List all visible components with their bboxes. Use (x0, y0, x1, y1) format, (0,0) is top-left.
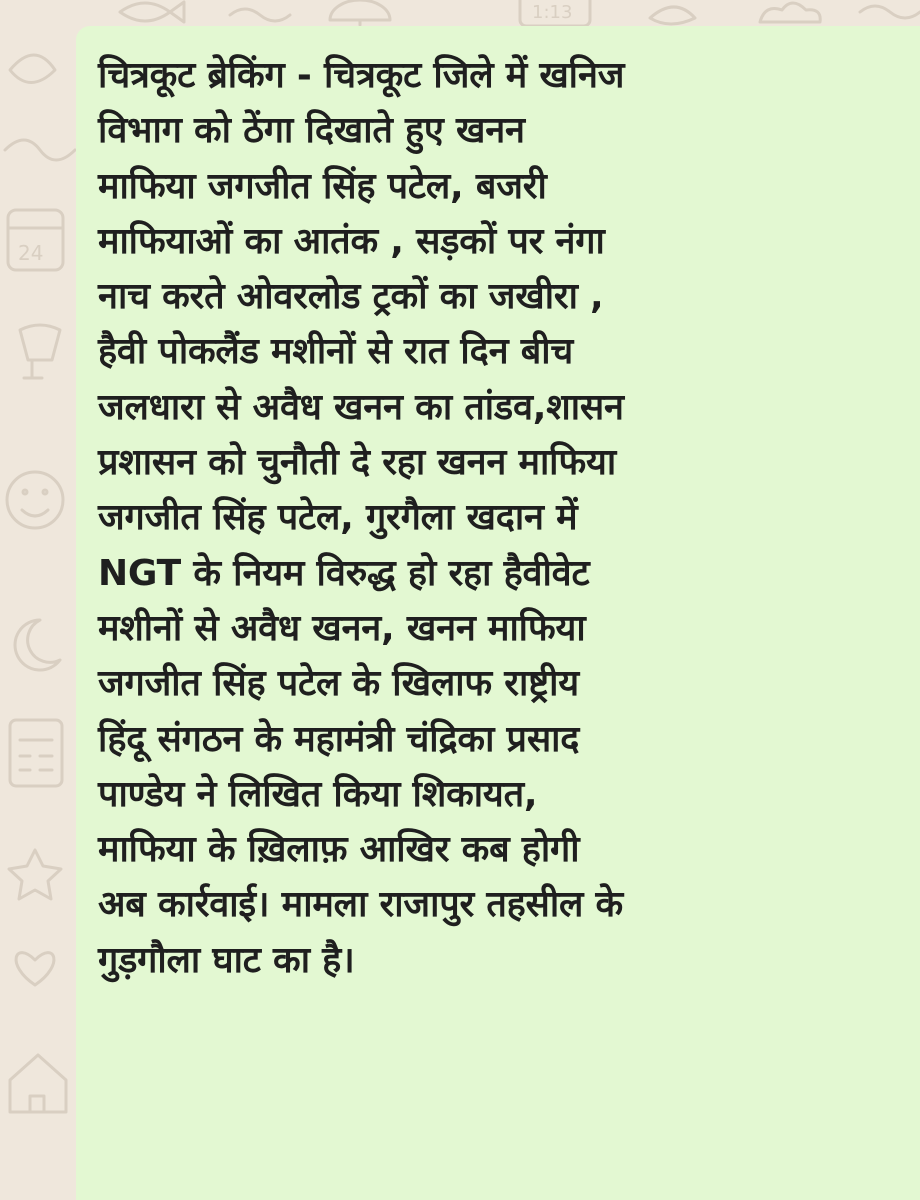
message-bubble[interactable] (76, 26, 920, 1200)
swirl-doodle-icon-3 (860, 6, 920, 18)
phone-doodle-icon (520, 0, 590, 26)
calendar-doodle-icon (8, 210, 63, 270)
message-line: गुड़गौला घाट का है। (98, 939, 355, 981)
smiley-doodle-icon (7, 472, 63, 528)
house-doodle-icon (10, 1055, 66, 1112)
swirl-doodle-icon-2 (230, 9, 290, 21)
svg-text:1:13: 1:13 (532, 2, 573, 23)
message-line: हैवी पोकलैंड मशीनों से रात दिन बीच (98, 331, 574, 373)
message-line: जगजीत सिंह पटेल, गुरगैला खदान में (98, 497, 578, 539)
message-line: माफिया जगजीत सिंह पटेल, बजरी (98, 165, 547, 207)
message-line: मशीनों से अवैध खनन, खनन माफिया (98, 607, 586, 649)
leaf-doodle-icon (10, 55, 55, 83)
message-line: NGT के नियम विरुद्ध हो रहा हैवीवेट (98, 552, 590, 594)
message-line: माफिया के ख़िलाफ़ आखिर कब होगी (98, 829, 580, 871)
message-line: हिंदू संगठन के महामंत्री चंद्रिका प्रसाद (98, 718, 580, 760)
swirl-doodle-icon (5, 140, 75, 160)
fish-doodle-icon (120, 2, 184, 22)
message-line: नाच करते ओवरलोड ट्रकों का जखीरा , (98, 276, 604, 318)
message-line: जलधारा से अवैध खनन का तांडव,शासन (98, 386, 624, 428)
calculator-doodle-icon (10, 720, 62, 786)
message-line: पाण्डेय ने लिखित किया शिकायत, (98, 773, 538, 815)
message-line: अब कार्रवाई। मामला राजापुर तहसील के (98, 884, 624, 926)
message-line: विभाग को ठेंगा दिखाते हुए खनन (98, 110, 525, 152)
leaf-doodle-icon-2 (650, 7, 695, 24)
message-line: चित्रकूट ब्रेकिंग - चित्रकूट जिले में खनिज (98, 55, 625, 96)
message-text (98, 48, 900, 988)
heart-doodle-icon (16, 953, 54, 985)
umbrella-doodle-icon (330, 0, 390, 25)
star-doodle-icon (9, 850, 61, 899)
message-line: माफियाओं का आतंक , सड़कों पर नंगा (98, 220, 605, 262)
lamp-doodle-icon (20, 325, 60, 378)
moon-doodle-icon (15, 620, 60, 670)
message-line: प्रशासन को चुनौती दे रहा खनन माफिया (98, 442, 617, 484)
message-line: जगजीत सिंह पटेल के खिलाफ राष्ट्रीय (98, 663, 579, 705)
svg-text:24: 24 (18, 241, 44, 265)
cloud-doodle-icon (760, 3, 820, 22)
